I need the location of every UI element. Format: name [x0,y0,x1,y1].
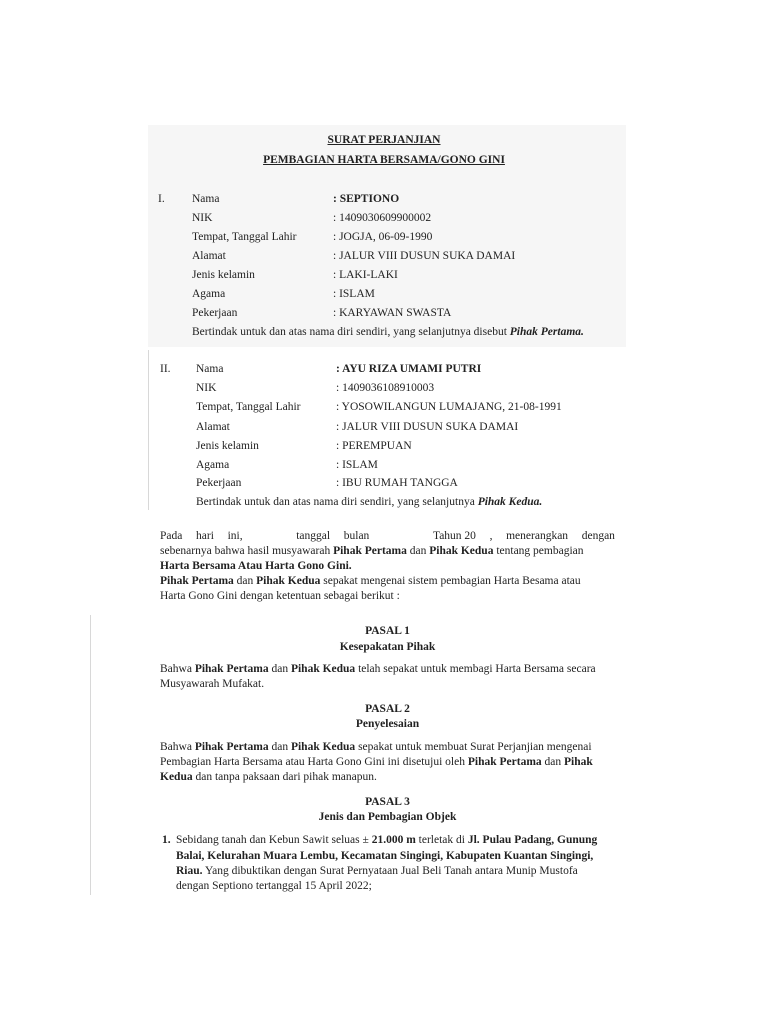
intro-text: dan [406,545,430,557]
pasal-2-line-2 [160,756,593,768]
intro-text: sepakat mengenai sistem pembagian Harta Besama atau [320,575,581,587]
party-one-value-address: : JALUR VIII DUSUN SUKA DAMAI [333,250,516,262]
intro-word: ini, [227,530,243,542]
party-one-value-job: : KARYAWAN SWASTA [333,307,452,319]
party-one-label-job: Pekerjaan [192,307,238,319]
pasal-1-text: telah sepakat untuk membagi Harta Bersama secara [355,663,596,675]
party-one-label-birth: Tempat, Tanggal Lahir [192,231,297,243]
scan-edge-left-2 [90,615,91,895]
pasal-2-party-two: Pihak [564,756,593,768]
pasal-2-text: dan [541,756,565,768]
pasal-3-area: 21.000 m [371,834,416,846]
intro-text: dan [233,575,257,587]
party-one-label-religion: Agama [192,288,226,300]
pasal-1-heading: PASAL 1 [365,625,410,637]
pasal-3-heading: PASAL 3 [365,796,410,808]
pasal-3-item-line-1 [176,834,597,846]
party-two-label-religion: Agama [196,459,230,471]
pasal-2-line-1 [160,741,592,753]
party-two-label-job: Pekerjaan [196,477,242,489]
intro-party-one: Pihak Pertama [333,545,407,557]
pasal-1-subheading: Kesepakatan Pihak [339,641,436,653]
party-two-label-address: Alamat [196,421,230,433]
intro-word: menerangkan [506,530,569,542]
party-two-value-nik: : 1409036108910003 [336,382,435,394]
party-two-label-gender: Jenis kelamin [196,440,259,452]
pasal-2-text: dan tanpa paksaan dari pihak manapun. [192,771,377,783]
party-two-label-birth: Tempat, Tanggal Lahir [196,401,301,413]
intro-party-two: Pihak Kedua [256,575,321,587]
intro-line-5: Harta Gono Gini dengan ketentuan sebagai berikut : [160,590,400,602]
intro-word: , [489,530,493,542]
party-one-numeral: I. [158,193,165,205]
intro-word: Pada [160,530,183,542]
pasal-2-party-one: Pihak Pertama [194,741,269,753]
party-two-label-name: Nama [196,363,224,375]
intro-party-one: Pihak Pertama [160,575,234,587]
pasal-3-item-line-4: dengan Septiono tertanggal 15 April 2022; [176,880,372,892]
pasal-1-party-two: Pihak Kedua [290,663,356,675]
party-one-label-nik: NIK [192,212,213,224]
pasal-1-text: Bahwa [160,663,195,675]
pasal-1-party-one: Pihak Pertama [194,663,269,675]
intro-text: tentang pembagian [493,545,584,557]
intro-word: Tahun 20 [432,530,476,542]
intro-word: bulan [343,530,370,542]
intro-line-3: Harta Bersama Atau Harta Gono Gini. [160,560,352,572]
party-one-statement-text: Bertindak untuk dan atas nama diri sendiri, yang selanjutnya disebut [192,326,510,338]
party-one-value-birth: : JOGJA, 06-09-1990 [333,231,433,243]
party-two-value-address: : JALUR VIII DUSUN SUKA DAMAI [336,421,519,433]
pasal-3-item-line-3 [176,865,578,877]
pasal-1-text: dan [268,663,291,675]
pasal-3-location: Riau. [176,865,203,877]
pasal-2-text: Bahwa [160,741,195,753]
pasal-3-subheading: Jenis dan Pembagian Objek [318,811,457,823]
intro-text: sebenarnya bahwa hasil musyawarah [160,545,334,557]
party-two-statement-text: Bertindak untuk dan atas nama diri sendiri, yang selanjutnya [196,496,478,508]
pasal-2-party-two: Kedua [160,771,193,783]
party-one-value-name: : SEPTIONO [333,193,400,205]
intro-line-4 [160,575,581,587]
party-two-value-birth: : YOSOWILANGUN LUMAJANG, 21-08-1991 [336,401,562,413]
pasal-2-party-one: Pihak Pertama [467,756,542,768]
intro-line-1 [160,530,615,542]
party-one-statement [192,326,584,338]
pasal-3-text: terletak di [415,834,468,846]
intro-word: tanggal [296,530,331,542]
party-two-numeral: II. [160,363,171,375]
party-one-role: Pihak Pertama. [509,326,584,338]
party-two-value-job: : IBU RUMAH TANGGA [336,477,458,489]
party-two-value-gender: : PEREMPUAN [336,440,412,452]
party-one-label-address: Alamat [192,250,226,262]
pasal-1-line-1 [160,663,596,675]
party-two-role: Pihak Kedua. [477,496,543,508]
party-one-value-religion: : ISLAM [333,288,375,300]
pasal-2-line-3 [160,771,377,783]
pasal-3-text: Yang dibuktikan dengan Surat Pernyataan Jual Beli Tanah antara Munip Mustofa [202,865,578,877]
intro-party-two: Pihak Kedua [429,545,494,557]
party-one-value-nik: : 1409030609900002 [333,212,432,224]
pasal-3-item-number: 1. [162,834,171,846]
pasal-3-item-line-2: Balai, Kelurahan Muara Lembu, Kecamatan Singingi, Kabupaten Kuantan Singingi, [176,850,594,862]
intro-word: dengan [581,530,615,542]
party-one-label-gender: Jenis kelamin [192,269,255,281]
pasal-3-location: Jl. Pulau Padang, Gunung [467,834,598,846]
pasal-2-text: sepakat untuk membuat Surat Perjanjian mengenai [355,741,592,753]
intro-word: hari [196,530,214,542]
pasal-2-subheading: Penyelesaian [355,718,420,730]
intro-line-2 [160,545,584,557]
pasal-2-heading: PASAL 2 [365,703,410,715]
party-two-statement [196,496,542,508]
pasal-1-line-2: Musyawarah Mufakat. [160,678,265,690]
pasal-2-text: dan [268,741,291,753]
pasal-3-text: Sebidang tanah dan Kebun Sawit seluas ± [176,834,372,846]
party-one-value-gender: : LAKI-LAKI [333,269,398,281]
document-title: SURAT PERJANJIAN [327,134,441,146]
party-two-value-religion: : ISLAM [336,459,378,471]
pasal-2-party-two: Pihak Kedua [290,741,356,753]
pasal-2-text: Pembagian Harta Bersama atau Harta Gono Gini ini disetujui oleh [160,756,468,768]
scan-edge-left-1 [148,350,149,510]
party-two-label-nik: NIK [196,382,217,394]
party-one-label-name: Nama [192,193,220,205]
document-subtitle: PEMBAGIAN HARTA BERSAMA/GONO GINI [263,154,505,166]
party-two-value-name: : AYU RIZA UMAMI PUTRI [336,363,482,375]
